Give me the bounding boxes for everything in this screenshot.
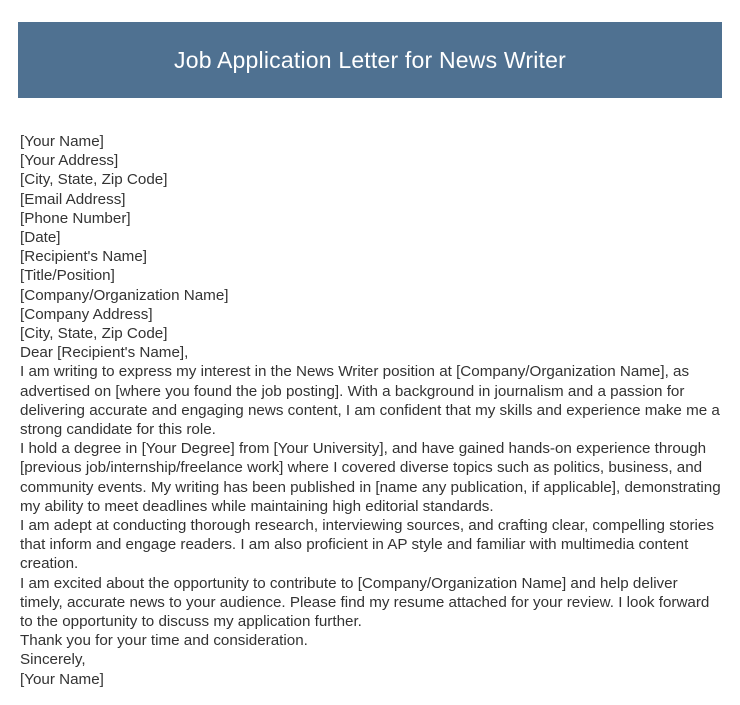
signature-name: [Your Name] xyxy=(20,670,104,688)
closing-thanks: Thank you for your time and consideration. xyxy=(20,632,308,650)
closing-word: Sincerely, xyxy=(20,651,86,669)
sender-line: [Your Name] xyxy=(20,133,104,150)
sender-line: [Phone Number] xyxy=(20,209,131,227)
recipient-line: [City, State, Zip Code] xyxy=(20,325,168,343)
document-header-banner xyxy=(18,22,722,98)
body-paragraph-1: I am writing to express my interest in the News Writer position at [Company/Organization Name], as advertised on [where you found the job posting]. With a background in journalism and a passion for delivering accurate and engaging news content, I am confident that my skills and experience make me a strong candidate for this role. xyxy=(20,363,720,439)
recipient-line: [Company/Organization Name] xyxy=(20,286,229,304)
sender-line: [Date] xyxy=(20,229,61,247)
body-paragraph-3: I am adept at conducting thorough research, interviewing sources, and crafting clear, compelling stories that inform and engage readers. I am also proficient in AP style and familiar with multimedia content creation. xyxy=(20,517,714,573)
letter-body xyxy=(20,132,722,689)
sender-line: [Email Address] xyxy=(20,190,126,208)
body-paragraph-2: I hold a degree in [Your Degree] from [Your University], and have gained hands-on experience through [previous job/internship/freelance work] where I covered diverse topics such as politics, business, and community events. My writing has been published in [name any publication, if applicable], demonstrating my ability to meet deadlines while maintaining high editorial standards. xyxy=(20,440,721,515)
page-title: Job Application Letter for News Writer xyxy=(174,46,566,73)
recipient-line: [Title/Position] xyxy=(20,267,115,285)
sender-address-block xyxy=(20,132,722,247)
recipient-address-block xyxy=(20,247,722,343)
sender-line: [City, State, Zip Code] xyxy=(20,171,168,189)
recipient-line: [Recipient's Name] xyxy=(20,248,147,266)
recipient-line: [Company Address] xyxy=(20,305,153,323)
salutation: Dear [Recipient's Name], xyxy=(20,344,189,362)
sender-line: [Your Address] xyxy=(20,152,119,170)
body-paragraph-4: I am excited about the opportunity to contribute to [Company/Organization Name] and help deliver timely, accurate news to your audience. Please find my resume attached for your review. I look forward to the opportunity to discuss my application further. xyxy=(20,574,710,631)
